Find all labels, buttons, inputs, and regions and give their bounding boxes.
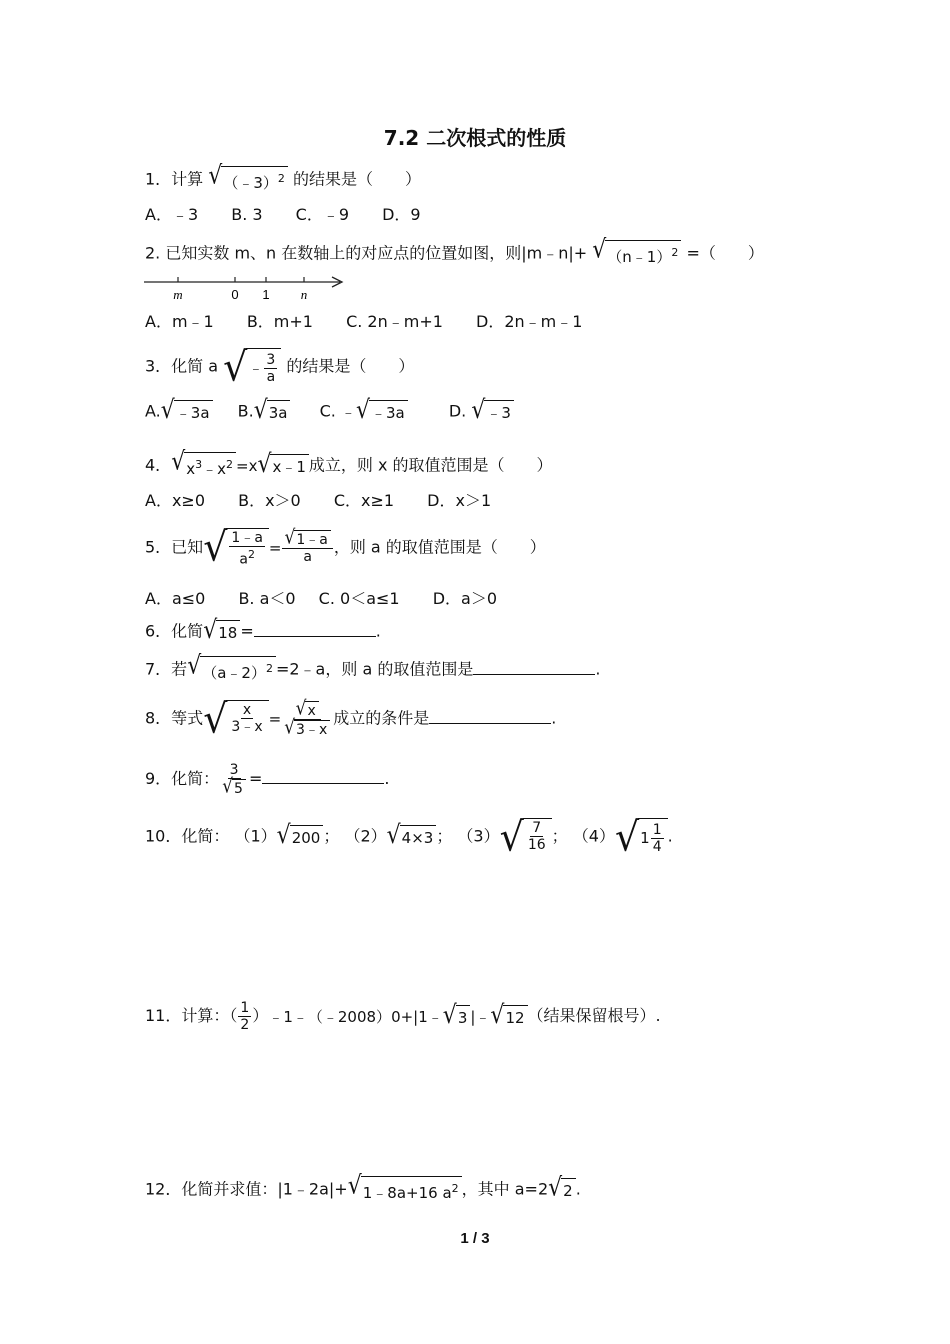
q2-tail: =（ ） [686, 243, 764, 263]
q9-equals: = [248, 769, 263, 788]
q5-radical-left: √ $\frac{1﹣a}{a^2}$ [203, 528, 269, 568]
q1-options [145, 204, 449, 226]
q1-radicand: （﹣3） [223, 174, 278, 192]
q3-option-d-radical: √ ﹣3 [471, 400, 514, 424]
q11-lparen: （ [229, 1006, 238, 1025]
q12-end: . [575, 1179, 581, 1199]
q10-part-2-radicand: 4×3 [400, 825, 437, 849]
q11-frac-num: 1 [240, 1000, 250, 1016]
q2-radical: √ （n﹣1）$^2$ [592, 240, 681, 268]
page-title: 7.2 二次根式的性质 [383, 126, 567, 150]
q7-mid: =2﹣a，则 a 的取值范围是 [275, 659, 474, 679]
q12-radical: √ 1﹣8a+16 $a^2$ [348, 1176, 462, 1204]
q12-mid: ，其中 a=2 [461, 1179, 549, 1199]
q3-frac-den: a [266, 368, 276, 385]
q3-neg-sign: ﹣ [248, 359, 264, 377]
q1-exponent: 2 [277, 172, 285, 185]
q3-option-b-label: B. [237, 401, 254, 421]
q1-option-b: B. 3 [231, 205, 263, 224]
q6-answer-blank [254, 622, 376, 637]
axis-label-m: m [173, 287, 183, 302]
question-2 [145, 235, 764, 268]
question-3 [145, 343, 415, 391]
q3-option-b [237, 395, 291, 425]
axis-label-n: n [300, 287, 308, 302]
q1-label: 1．计算 [145, 169, 204, 189]
q11-mid-1: ﹣（﹣2008） [292, 1007, 392, 1026]
q11-radicand-2: 12 [503, 1005, 527, 1029]
q8-equals: = [268, 710, 282, 728]
q3-option-a-radicand: ﹣3a [174, 400, 213, 424]
question-7 [145, 651, 601, 684]
q3-option-c-radical: √ ﹣3a [356, 400, 408, 424]
q6-equals: = [240, 621, 254, 641]
q6-radicand: 18 [216, 620, 240, 644]
q1-tail: 的结果是（ ） [292, 169, 421, 189]
q10-sep-2: ； [436, 826, 453, 846]
q8-left-num: x [242, 702, 252, 718]
q5-right-num: 1﹣a [294, 530, 331, 548]
q4-radical-2: √ x﹣1 [257, 454, 308, 478]
q2-option-c: C. 2n﹣m+1 [346, 312, 443, 331]
q5-right-den: a [303, 549, 312, 566]
q11-radical-1: √ 3 [443, 1005, 471, 1029]
q9-answer-blank [262, 769, 384, 784]
q4-rad1-minus: ﹣x [202, 460, 226, 478]
q10-part-3-label: （3） [457, 826, 500, 846]
q2-option-a: A．m﹣1 [145, 312, 214, 331]
q10-sep-3: ； [551, 826, 568, 846]
q3-option-c-label: C. [319, 401, 336, 421]
q5-right-fraction: √ 1﹣a a [282, 530, 332, 565]
q8-right-fraction: √ x √ 3﹣x [282, 701, 332, 738]
q7-radical: √ （a﹣2）$^2$ [187, 656, 276, 684]
page-number: 1 / 3 [460, 1230, 490, 1247]
q3-option-a-radical: √ ﹣3a [161, 400, 213, 424]
q10-end: . [667, 826, 673, 846]
q11-rparen: ） [252, 1006, 269, 1025]
q10-part-1-radical: √ 200 [277, 825, 324, 849]
q3-option-a [145, 395, 213, 425]
q3-option-a-label: A. [145, 401, 161, 421]
q10-part-4-label: （4） [572, 826, 615, 846]
q3-options [145, 395, 542, 425]
q3-option-d [448, 395, 514, 425]
number-line-svg [142, 272, 352, 304]
q6-label: 6．化简 [145, 621, 204, 641]
q9-frac-num: 3 [229, 762, 239, 778]
q10-sep-1: ； [323, 826, 340, 846]
q9-end: . [384, 769, 390, 788]
q11-fraction [238, 1000, 251, 1033]
q3-tail: 的结果是（ ） [286, 356, 415, 376]
question-4 [145, 447, 553, 480]
q4-option-d: D．x＞1 [427, 491, 492, 510]
q5-left-den: a [239, 551, 248, 568]
q5-options [145, 588, 525, 610]
q10-part-2-radical: √ 4×3 [387, 825, 437, 849]
q3-option-c-radicand: ﹣3a [369, 400, 408, 424]
q4-tail: 成立，则 x 的取值范围是（ ） [308, 455, 553, 475]
q4-rad1-exp2: 2 [226, 458, 233, 471]
q5-option-d: D．a＞0 [432, 589, 497, 608]
q7-answer-blank [473, 660, 595, 675]
q10-part-3-num: 7 [532, 820, 542, 836]
q10-part-2-label: （2） [344, 826, 387, 846]
q4-options [145, 490, 519, 512]
q10-part-3-den: 16 [527, 837, 546, 853]
q11-mid-3: |﹣ [470, 1007, 491, 1026]
q5-option-a: A．a≤0 [145, 589, 206, 608]
question-9 [145, 762, 389, 797]
axis-label-0: 0 [231, 287, 239, 302]
q3-option-d-radicand: ﹣3 [484, 400, 514, 424]
question-10 [145, 813, 673, 861]
q11-radicand-1: 3 [456, 1005, 471, 1029]
q2-exponent: 2 [671, 246, 679, 259]
q10-label: 10．化简： [145, 826, 230, 846]
q9-frac-den: 5 [232, 779, 246, 797]
number-line-figure [142, 272, 352, 304]
q11-mid-2: +|1﹣ [400, 1007, 443, 1026]
q12-radicand-2: 2 [561, 1178, 576, 1202]
q10-part-4-radical: √ 1 $\frac{1}{4}$ [615, 818, 668, 856]
q12-exponent: 2 [451, 1182, 459, 1195]
q7-end: . [595, 659, 601, 679]
q11-radical-2: √ 12 [490, 1005, 527, 1029]
q12-label: 12．化简并求值：|1﹣2a|+ [145, 1179, 348, 1199]
q8-right-num: x [305, 701, 318, 719]
q3-option-c [319, 395, 408, 425]
question-12 [145, 1171, 581, 1204]
q5-label: 5．已知 [145, 537, 204, 557]
q5-tail: ，则 a 的取值范围是（ ） [333, 537, 546, 557]
q6-end: . [375, 621, 381, 641]
q12-radical-2: √ 2 [548, 1178, 576, 1202]
q4-rad1-exp: 3 [195, 458, 203, 471]
q10-part-1-radicand: 200 [290, 825, 324, 849]
q8-answer-blank [429, 709, 551, 724]
q5-left-num: 1﹣a [231, 530, 263, 546]
q4-mid: =x [236, 457, 258, 475]
q4-option-c: C．x≥1 [333, 491, 395, 510]
q5-option-b: B. a＜0 [238, 589, 296, 608]
q4-label: 4． [145, 455, 172, 475]
q2-options [145, 311, 610, 333]
q11-frac-den: 2 [240, 1017, 250, 1033]
q5-equals: = [268, 538, 282, 557]
q1-radical: √ （﹣3）$^2$ [208, 166, 288, 194]
q3-option-b-radical: √ 3a [254, 400, 291, 424]
q5-option-c: C. 0＜a≤1 [318, 589, 400, 608]
q4-option-a: A．x≥0 [145, 491, 206, 510]
q11-label: 11．计算： [145, 1006, 230, 1025]
axis-label-1: 1 [262, 287, 270, 302]
q2-option-d: D．2n﹣m﹣1 [476, 312, 583, 331]
q1-option-c: C．﹣9 [295, 205, 350, 224]
q10-part-3-radical: √ $\frac{7}{16}$ [500, 818, 552, 856]
q8-left-den: 3﹣x [231, 719, 263, 735]
question-8 [145, 695, 557, 743]
q1-option-d: D．9 [382, 205, 421, 224]
q8-label: 8．等式 [145, 708, 204, 728]
q4-rad2-radicand: x﹣1 [270, 454, 308, 478]
q10-part-4-int: 1 [640, 829, 650, 847]
question-5 [145, 523, 546, 571]
question-11 [145, 1000, 661, 1033]
q4-option-b: B．x＞0 [238, 491, 301, 510]
q1-option-a: A．﹣3 [145, 205, 199, 224]
q11-exp-2: 0 [391, 1007, 401, 1026]
q9-label: 9．化简： [145, 769, 220, 788]
q10-part-4-den: 4 [652, 838, 662, 855]
q10-part-4-num: 1 [652, 821, 662, 838]
q7-label: 7．若 [145, 659, 188, 679]
q5-left-exp: 2 [247, 548, 255, 561]
q9-fraction: 3 √ 5 [220, 762, 248, 797]
q2-text: 2. 已知实数 m、n 在数轴上的对应点的位置如图，则|m﹣n|+ [145, 243, 588, 263]
q3-radical: √ ﹣ $\frac{3}{a}$ [223, 348, 281, 386]
q3-frac-num: 3 [266, 351, 276, 368]
question-6 [145, 615, 381, 645]
q6-radical: √ 18 [203, 620, 240, 644]
q2-radicand: （n﹣1） [607, 248, 672, 266]
q3-option-d-label: D. [448, 401, 467, 421]
q12-radicand: 1﹣8a+16 a [362, 1184, 452, 1202]
q4-rad1-base: x [186, 460, 196, 478]
q11-tail: （结果保留根号）. [527, 1006, 661, 1025]
q7-exponent: 2 [265, 662, 273, 675]
q8-radical-left: √ $\frac{x}{3﹣x}$ [203, 700, 268, 738]
q8-right-den: 3﹣x [294, 720, 330, 738]
q3-label: 3．化简 a [145, 356, 219, 376]
q8-tail: 成立的条件是 [333, 708, 430, 728]
q7-radicand: （a﹣2） [202, 664, 266, 682]
q11-exp-1: ﹣1 [268, 1007, 293, 1026]
q3-option-c-prefix: ﹣ [340, 403, 356, 421]
question-1 [145, 161, 421, 194]
q4-radical-1: √ $x^3﹣x^2$ [171, 452, 236, 480]
q2-option-b: B．m+1 [246, 312, 313, 331]
q10-part-1-label: （1） [234, 826, 277, 846]
q8-end: . [551, 708, 557, 728]
q3-option-b-radicand: 3a [267, 400, 291, 424]
